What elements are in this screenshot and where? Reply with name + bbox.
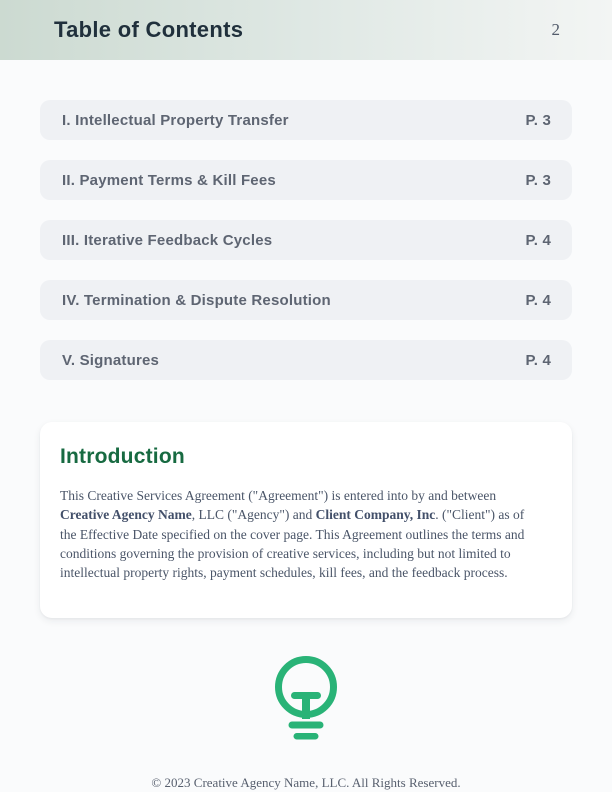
toc-item[interactable]: [40, 220, 572, 260]
toc-item-label: II. Payment Terms & Kill Fees: [62, 171, 276, 189]
toc-item-page: P. 3: [525, 171, 551, 189]
intro-card: [40, 422, 572, 618]
toc-item-label: I. Intellectual Property Transfer: [62, 111, 289, 129]
toc-item[interactable]: [40, 340, 572, 380]
toc-item-label: III. Iterative Feedback Cycles: [62, 231, 273, 249]
intro-paragraph: This Creative Services Agreement ("Agreement") is entered into by and between Creative Agency Name, LLC ("Agency") and Client Company, Inc. ("Client") as of the Effective Date specified on the cover page. This Agreement outlines the terms and conditions governing the provision of creative services, including but not limited to intellectual property rights, payment schedules, kill fees, and the feedback process.: [60, 488, 525, 581]
intro-heading: Introduction: [60, 445, 185, 468]
page-header: [0, 0, 612, 60]
toc-item-page: P. 4: [525, 351, 551, 369]
footer-logo-area: [0, 656, 612, 745]
footer-copyright: © 2023 Creative Agency Name, LLC. All Rights Reserved.: [151, 775, 461, 791]
lightbulb-icon: [273, 656, 339, 745]
toc-item-page: P. 3: [525, 111, 551, 129]
toc-list: [40, 100, 572, 380]
page-number: 2: [551, 20, 560, 39]
toc-item-label: V. Signatures: [62, 351, 160, 369]
toc-item[interactable]: [40, 280, 572, 320]
toc-item[interactable]: [40, 160, 572, 200]
toc-item-page: P. 4: [525, 291, 551, 309]
toc-item-page: P. 4: [525, 231, 551, 249]
toc-item[interactable]: [40, 100, 572, 140]
page-title: Table of Contents: [54, 17, 244, 42]
toc-item-label: IV. Termination & Dispute Resolution: [62, 291, 331, 309]
